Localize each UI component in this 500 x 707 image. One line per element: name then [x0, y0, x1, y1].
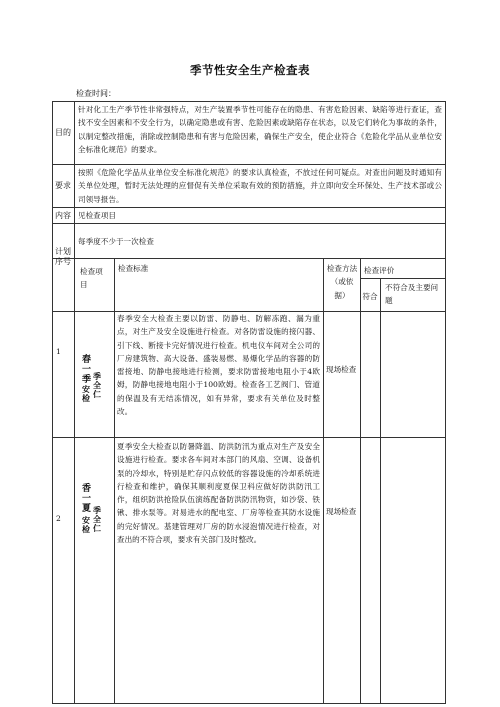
document-title: 季节性安全生产检查表	[190, 63, 310, 77]
rule-nonconform-column	[380, 278, 381, 704]
requirements-label: 要求	[55, 181, 71, 190]
row1-standard: 春季安全大检查主要以防雷、防静电、防解冻跑、漏为重点，对生产及安全设施进行检查。对各防雷设施的接闪器、引下线、断接卡完好情况进行检查。机电仪车间对全公司的厂房建筑物、高大设备、盛装易燃、易爆化学品的容器的防雷接地、防静电接地进行检测，要求防雷接地电阻小于4欧姆，防静电接地电阻小于100欧姆。检查各工艺阀门、管道的保温及有无结冻情况，如有异常，要求有关单位及时整改。	[117, 314, 320, 417]
rule-purpose-bottom	[52, 164, 446, 165]
plan-text: 每季度不少于一次检查	[78, 237, 154, 246]
rule-row1-bottom	[52, 437, 446, 438]
header-seq: 序号	[55, 257, 71, 266]
header-item: 检查项目	[80, 267, 103, 290]
row1-seq: 1	[56, 347, 61, 356]
row1-method: 现场检查	[326, 365, 357, 374]
rule-eval-column	[360, 258, 361, 704]
row1-item-main-text: 春一季	[82, 355, 92, 385]
row2-item-small: 季全仁	[93, 505, 101, 533]
rule-method-column	[323, 258, 324, 704]
row1-item-side	[93, 372, 105, 399]
row2-standard: 夏季安全大检查以防暑降温、防洪防汛为重点对生产及安全设施进行检查。要求各车间对本部门的风扇、空调、设备机泵的冷却水，特别是贮存闪点较低的容器设施的冷却系统进行检查和维护，确保其顺利度夏保卫科应做好防洪防汛工作，组织防洪抢险队伍演练配备防洪防汛物资，如沙袋、铁锹、排水泵等。对易进水的配电室、厂房等检查其防水设施的完好情况。基建管理对厂房的防水浸泡情况进行检查，对查出的不符合项，要求有关部门及时整改。	[117, 442, 320, 545]
row2-seq: 2	[56, 514, 61, 523]
header-standard: 检查标准	[118, 264, 149, 273]
header-method: 检查方法（或依据）	[326, 264, 358, 300]
requirements-text: 按照《危险化学品从业单位安全标准化规范》的要求认真检查，不放过任何可疑点。对查出问题及时通知有关单位处理，暂时无法处理的应督促有关单位采取有效的预防措施，并立即向安全环保处、生产技术部或公司领导报告。	[78, 168, 442, 204]
rule-plan-bottom	[52, 258, 446, 259]
row2-method: 现场检查	[326, 507, 357, 516]
content-label: 内容	[55, 211, 71, 220]
content-text: 见检查项目	[78, 211, 116, 220]
row1-item-small: 季全仁	[93, 371, 101, 399]
header-evaluation: 检查评价	[364, 266, 395, 275]
row2-item-main	[82, 484, 92, 514]
rule-content-bottom	[52, 223, 446, 224]
header-conform: 符合	[362, 292, 378, 301]
row2-item-main-text: 香一夏	[82, 484, 92, 514]
purpose-text: 针对化工生产季节性非常强特点，对生产装置季节性可能存在的隐患、有害危险因素、缺陷等进行查证，查找不安全因素和不安全行为，以确定隐患或有害、危险因素或缺陷存在状态，以及它们转化为事故的条件，以制定整改措施，消除或控制隐患和有害与危险因素，确保生产安全，使企业符合《危险化学品从业单位安全标准化规范》的要求。	[78, 105, 442, 154]
row2-item-side	[93, 506, 105, 533]
row1-item-main	[82, 355, 92, 385]
plan-label: 计划	[55, 247, 71, 256]
rule-item-column	[114, 258, 115, 704]
purpose-label: 目的	[55, 128, 71, 137]
rule-eval-header	[360, 278, 446, 279]
row1-item-tail: 安检	[82, 384, 90, 403]
header-nonconform: 不符合及主要问题	[385, 283, 439, 306]
rule-requirements-bottom	[52, 207, 446, 208]
inspection-date-label: 检查时间：	[76, 89, 116, 98]
rule-label-column	[74, 101, 75, 704]
row2-item-tail: 安检	[82, 515, 90, 534]
